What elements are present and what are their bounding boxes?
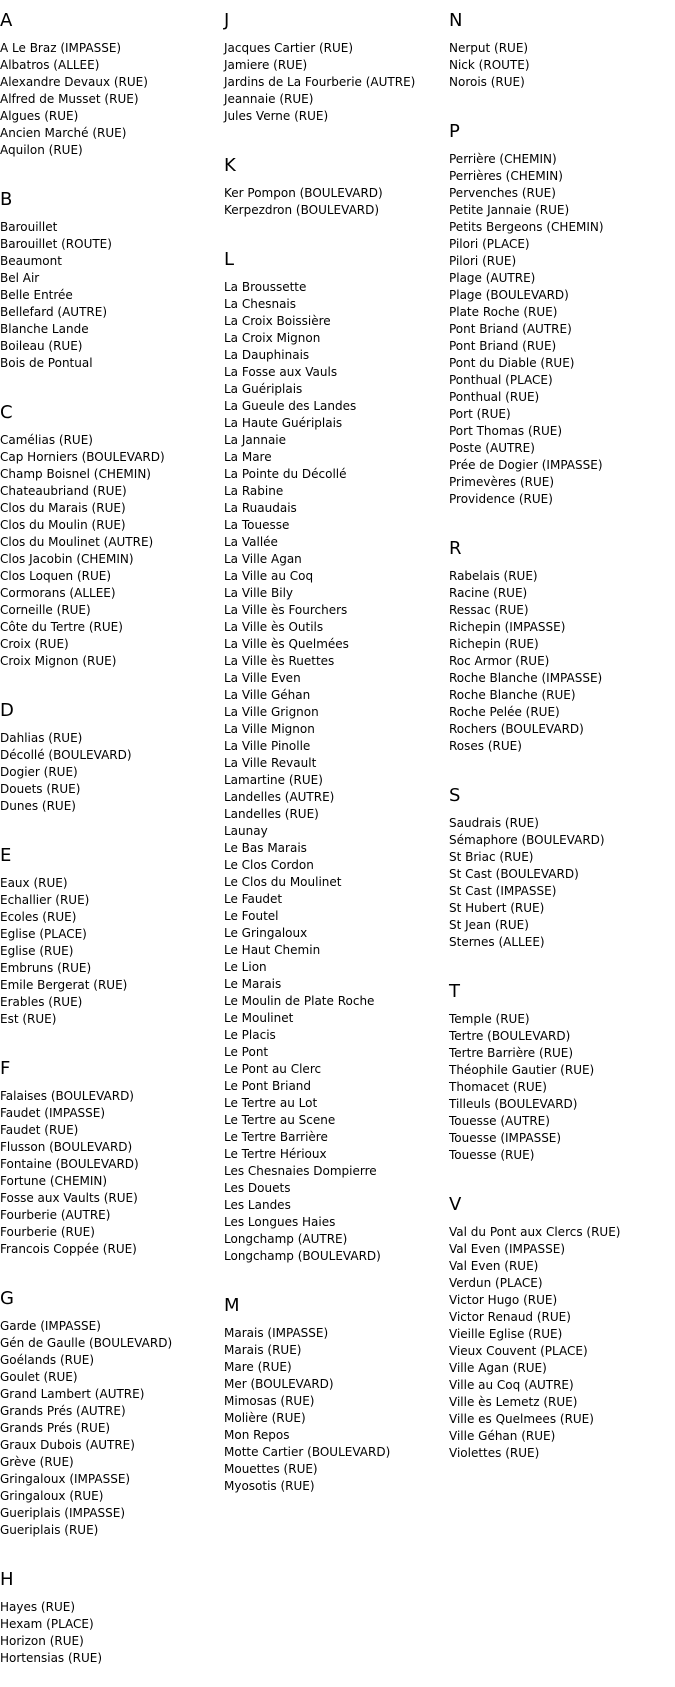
street-entry: Richepin (IMPASSE) <box>449 620 566 634</box>
street-entry: Marais (RUE) <box>224 1343 302 1357</box>
section-letter-heading: D <box>0 700 14 721</box>
street-entry: La Rabine <box>224 484 284 498</box>
street-entry: Le Moulin de Plate Roche <box>224 994 375 1008</box>
street-list <box>449 151 671 508</box>
street-entry: Bel Air <box>0 271 40 285</box>
street-list <box>449 1011 671 1164</box>
street-entry: Molière (RUE) <box>224 1411 306 1425</box>
street-entry: Port (RUE) <box>449 407 511 421</box>
street-entry: Le Marais <box>224 977 282 991</box>
street-entry: Beaumont <box>0 254 62 268</box>
street-list <box>0 875 222 1028</box>
street-entry: Les Douets <box>224 1181 291 1195</box>
section-spacer <box>224 1495 446 1515</box>
street-entry: La Ville Géhan <box>224 688 311 702</box>
street-entry: Embruns (RUE) <box>0 961 92 975</box>
street-entry: Croix (RUE) <box>0 637 69 651</box>
section-letter-heading: E <box>0 845 12 866</box>
index-column-3 <box>449 0 671 1482</box>
street-entry: Le Pont au Clerc <box>224 1062 322 1076</box>
street-entry: La Croix Boissière <box>224 314 331 328</box>
section-spacer <box>449 1462 671 1482</box>
section-spacer <box>0 670 222 690</box>
street-entry: Tertre (BOULEVARD) <box>449 1029 571 1043</box>
street-entry: La Ville Agan <box>224 552 302 566</box>
street-entry: La Pointe du Décollé <box>224 467 347 481</box>
section-spacer <box>449 951 671 971</box>
street-entry: Aquilon (RUE) <box>0 143 83 157</box>
section-spacer <box>449 91 671 111</box>
street-entry: La Guériplais <box>224 382 303 396</box>
letter-section <box>224 1285 446 1515</box>
street-entry: Petits Bergeons (CHEMIN) <box>449 220 604 234</box>
street-entry: Landelles (RUE) <box>224 807 319 821</box>
street-entry: Faudet (IMPASSE) <box>0 1106 106 1120</box>
street-entry: Myosotis (RUE) <box>224 1479 315 1493</box>
street-entry: Jeannaie (RUE) <box>224 92 314 106</box>
letter-section <box>449 775 671 971</box>
street-entry: Hayes (RUE) <box>0 1600 75 1614</box>
letter-section <box>224 145 446 239</box>
street-entry: Jardins de La Fourberie (AUTRE) <box>224 75 416 89</box>
letter-section <box>449 1184 671 1482</box>
street-entry: Perrière (CHEMIN) <box>449 152 557 166</box>
letter-section <box>0 1048 222 1278</box>
street-entry: Motte Cartier (BOULEVARD) <box>224 1445 391 1459</box>
section-letter-heading: F <box>0 1058 11 1079</box>
section-letter-heading: A <box>0 10 13 31</box>
street-entry: Le Clos du Moulinet <box>224 875 342 889</box>
street-entry: Ville ès Lemetz (RUE) <box>449 1395 578 1409</box>
street-entry: Mimosas (RUE) <box>224 1394 315 1408</box>
street-entry: Ponthual (PLACE) <box>449 373 553 387</box>
street-entry: La Ville ès Ruettes <box>224 654 335 668</box>
letter-section <box>0 1278 222 1559</box>
street-entry: Clos Loquen (RUE) <box>0 569 112 583</box>
street-entry: Prée de Dogier (IMPASSE) <box>449 458 603 472</box>
street-entry: Perrières (CHEMIN) <box>449 169 563 183</box>
street-list <box>0 1088 222 1258</box>
letter-section <box>449 971 671 1184</box>
street-entry: Vieille Eglise (RUE) <box>449 1327 563 1341</box>
street-entry: Blanche Lande <box>0 322 89 336</box>
street-entry: La Gueule des Landes <box>224 399 357 413</box>
street-entry: La Croix Mignon <box>224 331 321 345</box>
street-entry: La Touesse <box>224 518 290 532</box>
street-entry: Gringaloux (IMPASSE) <box>0 1472 131 1486</box>
street-entry: Théophile Gautier (RUE) <box>449 1063 595 1077</box>
street-entry: Verdun (PLACE) <box>449 1276 543 1290</box>
street-entry: St Cast (BOULEVARD) <box>449 867 579 881</box>
street-list <box>224 40 446 125</box>
street-entry: Gueriplais (RUE) <box>0 1523 99 1537</box>
street-entry: Ponthual (RUE) <box>449 390 540 404</box>
section-spacer <box>0 1539 222 1559</box>
street-entry: Dahlias (RUE) <box>0 731 83 745</box>
street-entry: Ressac (RUE) <box>449 603 529 617</box>
street-entry: Plage (BOULEVARD) <box>449 288 569 302</box>
section-letter-heading: C <box>0 402 13 423</box>
letter-section <box>0 0 222 179</box>
street-entry: Chateaubriand (RUE) <box>0 484 127 498</box>
street-entry: Albatros (ALLEE) <box>0 58 100 72</box>
street-list <box>0 432 222 670</box>
street-entry: Mon Repos <box>224 1428 290 1442</box>
street-entry: Ecoles (RUE) <box>0 910 77 924</box>
street-entry: Grève (RUE) <box>0 1455 74 1469</box>
street-entry: Pont du Diable (RUE) <box>449 356 575 370</box>
street-list <box>449 568 671 755</box>
street-entry: Mer (BOULEVARD) <box>224 1377 334 1391</box>
street-entry: Rabelais (RUE) <box>449 569 538 583</box>
letter-section <box>224 239 446 1285</box>
street-entry: Cap Horniers (BOULEVARD) <box>0 450 165 464</box>
street-entry: Les Chesnaies Dompierre <box>224 1164 377 1178</box>
street-entry: Faudet (RUE) <box>0 1123 79 1137</box>
street-entry: Roses (RUE) <box>449 739 522 753</box>
section-spacer <box>449 755 671 775</box>
street-entry: Ville Géhan (RUE) <box>449 1429 556 1443</box>
street-entry: Barouillet (ROUTE) <box>0 237 112 251</box>
street-entry: Flusson (BOULEVARD) <box>0 1140 133 1154</box>
street-entry: Francois Coppée (RUE) <box>0 1242 137 1256</box>
street-entry: Tertre Barrière (RUE) <box>449 1046 574 1060</box>
street-entry: Le Tertre au Lot <box>224 1096 318 1110</box>
letter-section <box>224 0 446 145</box>
street-entry: La Ville Pinolle <box>224 739 311 753</box>
street-entry: Algues (RUE) <box>0 109 79 123</box>
street-entry: Gueriplais (IMPASSE) <box>0 1506 126 1520</box>
street-entry: Clos du Marais (RUE) <box>0 501 126 515</box>
street-entry: St Hubert (RUE) <box>449 901 545 915</box>
street-entry: Ville au Coq (AUTRE) <box>449 1378 574 1392</box>
street-entry: Boileau (RUE) <box>0 339 83 353</box>
street-entry: Emile Bergerat (RUE) <box>0 978 128 992</box>
street-entry: Vieux Couvent (PLACE) <box>449 1344 588 1358</box>
street-entry: St Jean (RUE) <box>449 918 529 932</box>
street-entry: Hortensias (RUE) <box>0 1651 103 1665</box>
street-entry: La Haute Guériplais <box>224 416 343 430</box>
street-entry: La Ville Mignon <box>224 722 315 736</box>
street-list <box>0 1318 222 1539</box>
street-list <box>224 1325 446 1495</box>
section-spacer <box>0 815 222 835</box>
street-entry: Corneille (RUE) <box>0 603 91 617</box>
street-list <box>0 1599 222 1667</box>
street-entry: Le Lion <box>224 960 267 974</box>
street-entry: La Ville Grignon <box>224 705 319 719</box>
street-entry: La Mare <box>224 450 272 464</box>
street-entry: Champ Boisnel (CHEMIN) <box>0 467 151 481</box>
street-entry: Norois (RUE) <box>449 75 525 89</box>
street-entry: Echallier (RUE) <box>0 893 90 907</box>
street-entry: Graux Dubois (AUTRE) <box>0 1438 135 1452</box>
street-entry: Lamartine (RUE) <box>224 773 323 787</box>
street-entry: Sternes (ALLEE) <box>449 935 545 949</box>
street-entry: La Broussette <box>224 280 307 294</box>
street-entry: Le Tertre Barrière <box>224 1130 328 1144</box>
street-entry: Touesse (AUTRE) <box>449 1114 550 1128</box>
street-entry: Clos du Moulinet (AUTRE) <box>0 535 154 549</box>
street-entry: Les Landes <box>224 1198 291 1212</box>
section-letter-heading: L <box>224 249 235 270</box>
section-letter-heading: P <box>449 121 460 142</box>
street-entry: La Ville au Coq <box>224 569 314 583</box>
street-entry: Grands Prés (RUE) <box>0 1421 111 1435</box>
street-entry: Jules Verne (RUE) <box>224 109 329 123</box>
section-spacer <box>224 125 446 145</box>
street-entry: Mare (RUE) <box>224 1360 292 1374</box>
street-entry: Bois de Pontual <box>0 356 93 370</box>
street-entry: Roche Blanche (IMPASSE) <box>449 671 603 685</box>
street-entry: Camélias (RUE) <box>0 433 93 447</box>
street-entry: La Jannaie <box>224 433 287 447</box>
street-entry: Bellefard (AUTRE) <box>0 305 108 319</box>
street-entry: Eglise (PLACE) <box>0 927 87 941</box>
street-entry: Touesse (RUE) <box>449 1148 535 1162</box>
section-letter-heading: G <box>0 1288 14 1309</box>
street-entry: Pilori (PLACE) <box>449 237 530 251</box>
section-letter-heading: H <box>0 1569 14 1590</box>
street-entry: St Briac (RUE) <box>449 850 534 864</box>
index-column-2 <box>224 0 446 1515</box>
street-entry: La Ville Even <box>224 671 301 685</box>
section-spacer <box>449 1164 671 1184</box>
street-entry: Val Even (RUE) <box>449 1259 539 1273</box>
section-spacer <box>0 1258 222 1278</box>
street-entry: Le Haut Chemin <box>224 943 321 957</box>
street-entry: Roche Pelée (RUE) <box>449 705 560 719</box>
street-entry: St Cast (IMPASSE) <box>449 884 557 898</box>
section-spacer <box>224 219 446 239</box>
street-entry: Pont Briand (AUTRE) <box>449 322 572 336</box>
street-entry: Sémaphore (BOULEVARD) <box>449 833 605 847</box>
letter-section <box>449 111 671 528</box>
street-entry: Tilleuls (BOULEVARD) <box>449 1097 578 1111</box>
street-entry: Erables (RUE) <box>0 995 83 1009</box>
street-entry: Victor Hugo (RUE) <box>449 1293 558 1307</box>
street-list <box>0 730 222 815</box>
street-list <box>449 1224 671 1462</box>
street-entry: Garde (IMPASSE) <box>0 1319 101 1333</box>
street-entry: Victor Renaud (RUE) <box>449 1310 571 1324</box>
street-entry: Poste (AUTRE) <box>449 441 535 455</box>
section-letter-heading: R <box>449 538 462 559</box>
section-spacer <box>224 1265 446 1285</box>
street-entry: Falaises (BOULEVARD) <box>0 1089 134 1103</box>
street-entry: Ancien Marché (RUE) <box>0 126 127 140</box>
letter-section <box>0 690 222 835</box>
street-list <box>224 185 446 219</box>
street-entry: La Vallée <box>224 535 278 549</box>
street-entry: Fontaine (BOULEVARD) <box>0 1157 139 1171</box>
street-entry: Fourberie (RUE) <box>0 1225 95 1239</box>
street-entry: Launay <box>224 824 268 838</box>
street-list <box>224 279 446 1265</box>
letter-section <box>449 528 671 775</box>
street-entry: Ville Agan (RUE) <box>449 1361 547 1375</box>
street-entry: Plate Roche (RUE) <box>449 305 558 319</box>
street-entry: Clos du Moulin (RUE) <box>0 518 126 532</box>
street-entry: Mouettes (RUE) <box>224 1462 318 1476</box>
street-entry: Le Gringaloux <box>224 926 308 940</box>
street-entry: Pont Briand (RUE) <box>449 339 557 353</box>
street-entry: Violettes (RUE) <box>449 1446 540 1460</box>
letter-section <box>0 179 222 392</box>
street-entry: Longchamp (BOULEVARD) <box>224 1249 381 1263</box>
section-letter-heading: K <box>224 155 236 176</box>
street-entry: Le Bas Marais <box>224 841 307 855</box>
street-entry: Longchamp (AUTRE) <box>224 1232 348 1246</box>
street-entry: La Ville ès Outils <box>224 620 324 634</box>
street-entry: Fourberie (AUTRE) <box>0 1208 111 1222</box>
street-entry: Goélands (RUE) <box>0 1353 95 1367</box>
street-entry: Le Tertre au Scene <box>224 1113 336 1127</box>
street-entry: Roche Blanche (RUE) <box>449 688 576 702</box>
street-entry: La Ruaudais <box>224 501 297 515</box>
street-entry: La Ville Bily <box>224 586 293 600</box>
street-entry: Landelles (AUTRE) <box>224 790 335 804</box>
street-entry: Grand Lambert (AUTRE) <box>0 1387 145 1401</box>
street-entry: La Fosse aux Vauls <box>224 365 338 379</box>
street-entry: Primevères (RUE) <box>449 475 555 489</box>
street-entry: Racine (RUE) <box>449 586 528 600</box>
street-entry: Ker Pompon (BOULEVARD) <box>224 186 383 200</box>
section-letter-heading: V <box>449 1194 462 1215</box>
section-letter-heading: T <box>449 981 460 1002</box>
street-entry: Jamiere (RUE) <box>224 58 308 72</box>
street-entry: Alexandre Devaux (RUE) <box>0 75 148 89</box>
section-letter-heading: J <box>224 10 230 31</box>
street-entry: Roc Armor (RUE) <box>449 654 550 668</box>
letter-section <box>0 392 222 690</box>
street-entry: Croix Mignon (RUE) <box>0 654 117 668</box>
index-column-1 <box>0 0 222 1687</box>
street-entry: Petite Jannaie (RUE) <box>449 203 570 217</box>
section-letter-heading: S <box>449 785 461 806</box>
section-spacer <box>0 1028 222 1048</box>
street-entry: Décollé (BOULEVARD) <box>0 748 132 762</box>
street-entry: Pervenches (RUE) <box>449 186 556 200</box>
street-entry: Clos Jacobin (CHEMIN) <box>0 552 134 566</box>
street-entry: Horizon (RUE) <box>0 1634 84 1648</box>
street-entry: Eglise (RUE) <box>0 944 74 958</box>
section-letter-heading: M <box>224 1295 240 1316</box>
street-entry: Kerpezdron (BOULEVARD) <box>224 203 380 217</box>
street-entry: Le Moulinet <box>224 1011 294 1025</box>
street-entry: Belle Entrée <box>0 288 73 302</box>
street-entry: Le Faudet <box>224 892 283 906</box>
street-entry: La Chesnais <box>224 297 297 311</box>
letter-section <box>0 1559 222 1687</box>
street-entry: Grands Prés (AUTRE) <box>0 1404 126 1418</box>
street-entry: Barouillet <box>0 220 58 234</box>
street-entry: La Dauphinais <box>224 348 310 362</box>
street-entry: Côte du Tertre (RUE) <box>0 620 123 634</box>
street-entry: Le Tertre Hérioux <box>224 1147 327 1161</box>
street-entry: Alfred de Musset (RUE) <box>0 92 139 106</box>
section-spacer <box>0 372 222 392</box>
street-entry: Fortune (CHEMIN) <box>0 1174 108 1188</box>
street-entry: Le Foutel <box>224 909 279 923</box>
street-entry: Marais (IMPASSE) <box>224 1326 329 1340</box>
section-spacer <box>0 1667 222 1687</box>
street-entry: Plage (AUTRE) <box>449 271 536 285</box>
street-entry: Touesse (IMPASSE) <box>449 1131 562 1145</box>
street-list <box>449 815 671 951</box>
street-entry: Gringaloux (RUE) <box>0 1489 104 1503</box>
street-entry: Le Placis <box>224 1028 276 1042</box>
street-entry: Ville es Quelmees (RUE) <box>449 1412 594 1426</box>
street-entry: Est (RUE) <box>0 1012 57 1026</box>
street-list <box>0 219 222 372</box>
street-entry: Jacques Cartier (RUE) <box>224 41 354 55</box>
street-entry: Providence (RUE) <box>449 492 553 506</box>
street-entry: Temple (RUE) <box>449 1012 530 1026</box>
letter-section <box>449 0 671 111</box>
street-entry: Nick (ROUTE) <box>449 58 530 72</box>
street-entry: Fosse aux Vaults (RUE) <box>0 1191 138 1205</box>
street-entry: Nerput (RUE) <box>449 41 529 55</box>
section-letter-heading: B <box>0 189 13 210</box>
street-entry: Hexam (PLACE) <box>0 1617 94 1631</box>
street-entry: Le Clos Cordon <box>224 858 314 872</box>
street-entry: La Ville Revault <box>224 756 317 770</box>
street-entry: Port Thomas (RUE) <box>449 424 563 438</box>
street-entry: Gén de Gaulle (BOULEVARD) <box>0 1336 173 1350</box>
street-entry: Dunes (RUE) <box>0 799 76 813</box>
street-entry: Val du Pont aux Clercs (RUE) <box>449 1225 621 1239</box>
street-entry: Richepin (RUE) <box>449 637 539 651</box>
street-entry: La Ville ès Fourchers <box>224 603 348 617</box>
street-entry: Les Longues Haies <box>224 1215 336 1229</box>
street-entry: Le Pont <box>224 1045 269 1059</box>
street-list <box>449 40 671 91</box>
letter-section <box>0 835 222 1048</box>
street-entry: Pilori (RUE) <box>449 254 517 268</box>
street-entry: Val Even (IMPASSE) <box>449 1242 566 1256</box>
street-entry: La Ville ès Quelmées <box>224 637 349 651</box>
section-spacer <box>449 508 671 528</box>
street-entry: Eaux (RUE) <box>0 876 68 890</box>
street-entry: Thomacet (RUE) <box>449 1080 547 1094</box>
street-entry: Cormorans (ALLEE) <box>0 586 116 600</box>
street-entry: Dogier (RUE) <box>0 765 78 779</box>
street-entry: Le Pont Briand <box>224 1079 312 1093</box>
section-spacer <box>0 159 222 179</box>
street-entry: Douets (RUE) <box>0 782 81 796</box>
street-entry: Goulet (RUE) <box>0 1370 78 1384</box>
street-entry: Saudrais (RUE) <box>449 816 539 830</box>
street-entry: Rochers (BOULEVARD) <box>449 722 584 736</box>
street-list <box>0 40 222 159</box>
section-letter-heading: N <box>449 10 463 31</box>
street-entry: A Le Braz (IMPASSE) <box>0 41 122 55</box>
